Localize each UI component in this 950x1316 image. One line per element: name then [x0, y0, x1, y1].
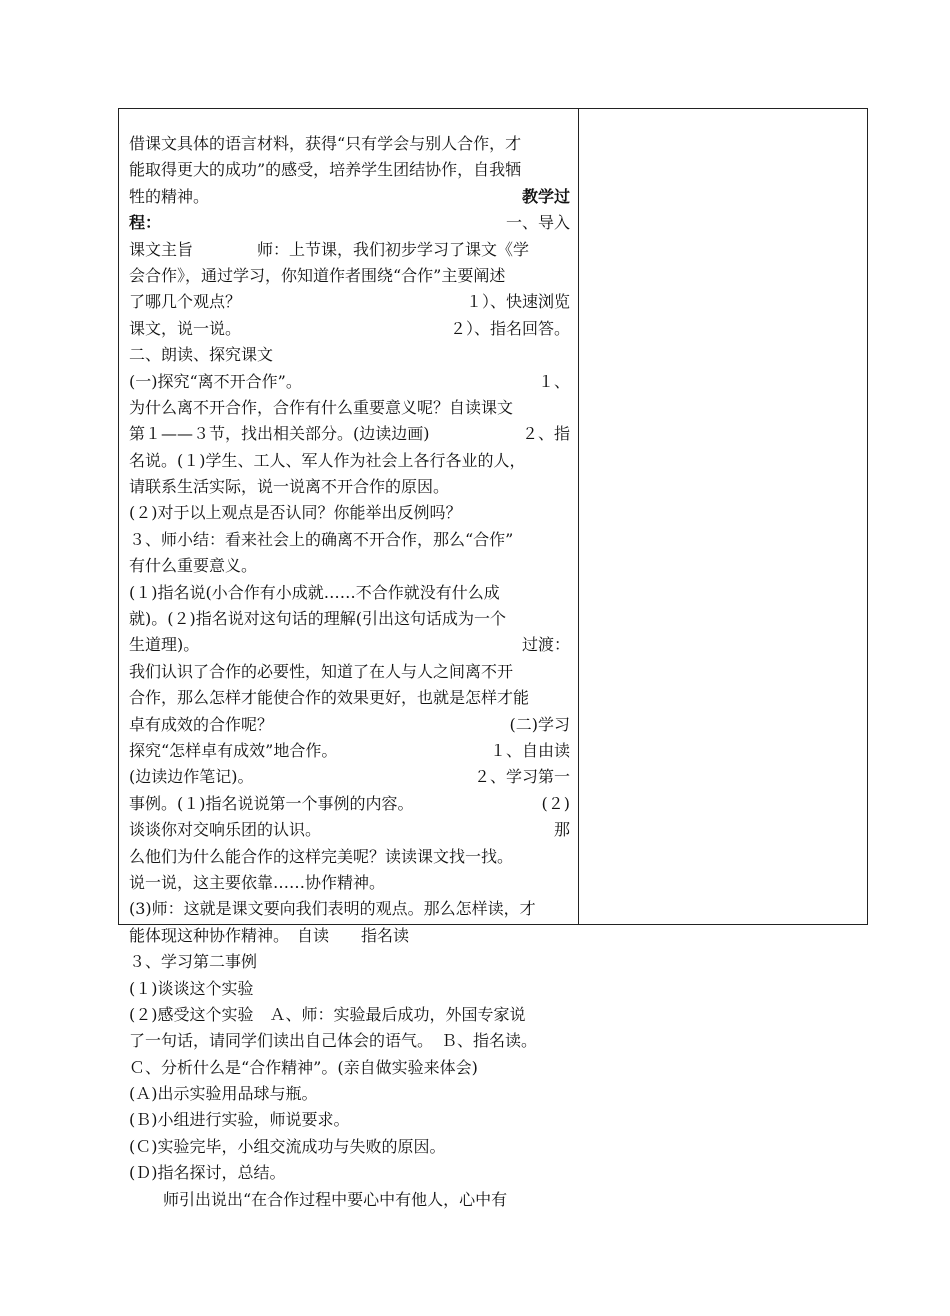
text-line-left: (２)感受这个实验 Ａ、师：实验最后成功，外国专家说	[129, 1004, 526, 1024]
text-line-left: ３、学习第二事例	[129, 952, 258, 972]
text-line	[129, 606, 570, 632]
text-line-left: 生道理)。	[129, 635, 200, 655]
text-line	[129, 1160, 570, 1186]
text-line	[129, 976, 570, 1002]
text-line	[129, 1002, 570, 1028]
text-line	[129, 923, 570, 949]
text-line	[129, 1187, 570, 1213]
text-line	[129, 474, 570, 500]
text-line-right: ２、指	[521, 424, 570, 444]
text-line-left: ３、师小结：看来社会上的确离不开合作，那么“合作”	[129, 529, 514, 549]
text-line-left: 会合作》，通过学习，你知道作者围绕“合作”主要阐述	[129, 265, 506, 285]
text-line-left: (１)指名说(小合作有小成就……不合作就没有什么成	[129, 582, 500, 602]
text-line-left: 借课文具体的语言材料，获得“只有学会与别人合作，才	[129, 134, 522, 153]
text-line	[129, 1055, 570, 1081]
text-line	[129, 1107, 570, 1133]
text-line-left: (Ｄ)指名探讨，总结。	[129, 1163, 286, 1183]
text-line-left: 能取得更大的成功”的感受，培养学生团结协作，自我牺	[129, 160, 522, 180]
text-line-left: (Ｃ)实验完毕，小组交流成功与失败的原因。	[129, 1136, 446, 1156]
text-line	[129, 342, 570, 368]
text-line-right: １、自由读	[489, 740, 570, 760]
text-line-left: (Ａ)出示实验用品球与瓶。	[129, 1084, 318, 1104]
text-line-right: １、	[537, 371, 570, 391]
lesson-plan-table	[118, 108, 868, 1209]
text-line-left: 了哪几个观点？	[129, 292, 242, 312]
text-line-left: 二、朗读、探究课文	[129, 345, 274, 365]
text-line-left: 么他们为什么能合作的这样完美呢？读读课文找一找。	[129, 846, 514, 866]
text-line-left: 了一句话，请同学们读出自己体会的语气。 Ｂ、指名读。	[129, 1031, 538, 1051]
text-line-left: 我们认识了合作的必要性，知道了在人与人之间离不开	[129, 661, 514, 681]
text-line-left: (边读边作笔记)。	[129, 767, 254, 787]
text-line-left: 课文，说一说。	[129, 318, 242, 338]
text-line-right: 一、导入	[505, 213, 570, 233]
text-line	[129, 369, 570, 395]
text-line-right: (２)	[541, 793, 570, 813]
text-line	[129, 1028, 570, 1054]
text-line	[129, 632, 570, 658]
text-line-left: 谈谈你对交响乐团的认识。	[129, 820, 322, 840]
text-line	[129, 210, 570, 236]
text-line	[129, 817, 570, 843]
text-line-left: 程：	[129, 213, 162, 233]
text-line	[129, 764, 570, 790]
text-line-left: (一)探究“离不开合作”。	[129, 371, 302, 391]
text-line-right: 那	[553, 820, 570, 840]
text-line	[129, 738, 570, 764]
text-line	[129, 289, 570, 315]
text-line-left: 第１——３节，找出相关部分。(边读边画)	[129, 424, 430, 444]
text-line-right: (二)学习	[509, 714, 570, 734]
text-line-left: 能体现这种协作精神。 自读 指名读	[129, 925, 410, 945]
text-line	[129, 237, 570, 263]
text-line	[129, 527, 570, 553]
text-line-left: 牲的精神。	[129, 186, 210, 206]
text-line-right: 过渡：	[521, 635, 570, 655]
text-line	[129, 870, 570, 896]
text-line-left: 请联系生活实际，说一说离不开合作的原因。	[129, 477, 450, 497]
text-line	[129, 553, 570, 579]
text-line-left: 师引出说出“在合作过程中要心中有他人，心中有	[163, 1189, 508, 1209]
text-line-right: ２、学习第一	[473, 767, 570, 787]
text-line	[129, 844, 570, 870]
text-line	[129, 184, 570, 210]
text-line	[129, 395, 570, 421]
text-line	[129, 131, 570, 157]
text-line	[129, 659, 570, 685]
text-line-left: 有什么重要意义。	[129, 556, 258, 576]
text-line-left: 名说。(１)学生、工人、军人作为社会上各行各业的人，	[129, 450, 526, 470]
text-line-left: 课文主旨 师：上节课，我们初步学习了课文《学	[129, 239, 530, 259]
text-line	[129, 1134, 570, 1160]
text-line-left: 说一说，这主要依靠……协作精神。	[129, 872, 386, 892]
text-line-left: (１)谈谈这个实验	[129, 978, 254, 998]
text-line	[129, 896, 570, 922]
text-line-right: １）、快速浏览	[465, 292, 570, 312]
text-line-left: 卓有成效的合作呢？	[129, 714, 274, 734]
text-line	[129, 421, 570, 447]
text-line-left: 事例。(１)指名说说第一个事例的内容。	[129, 793, 414, 813]
text-line-left: (3)师：这就是课文要向我们表明的观点。那么怎样读，才	[129, 899, 536, 919]
text-line	[129, 685, 570, 711]
text-line	[129, 1081, 570, 1107]
text-line	[129, 448, 570, 474]
text-line-right: 教学过	[521, 186, 570, 206]
notes-cell	[579, 109, 867, 924]
text-line-left: (Ｂ)小组进行实验，师说要求。	[129, 1110, 350, 1130]
text-line-left: 探究“怎样卓有成效”地合作。	[129, 740, 338, 760]
teaching-process-cell	[119, 109, 579, 1209]
text-line	[129, 316, 570, 342]
text-line-left: Ｃ、分析什么是“合作精神”。(亲自做实验来体会)	[129, 1057, 478, 1077]
text-line	[129, 712, 570, 738]
text-line	[129, 580, 570, 606]
text-line	[129, 949, 570, 975]
text-line-left: 合作，那么怎样才能使合作的效果更好，也就是怎样才能	[129, 688, 530, 708]
text-line-left: 为什么离不开合作，合作有什么重要意义呢？自读课文	[129, 397, 514, 417]
text-line-right: ２）、指名回答。	[449, 318, 570, 338]
text-line-left: 就)。(２)指名说对这句话的理解(引出这句话成为一个	[129, 609, 506, 629]
text-line-left: (２)对于以上观点是否认同？你能举出反例吗？	[129, 503, 462, 523]
text-line	[129, 263, 570, 289]
text-line	[129, 500, 570, 526]
text-line	[129, 157, 570, 183]
text-line	[129, 791, 570, 817]
